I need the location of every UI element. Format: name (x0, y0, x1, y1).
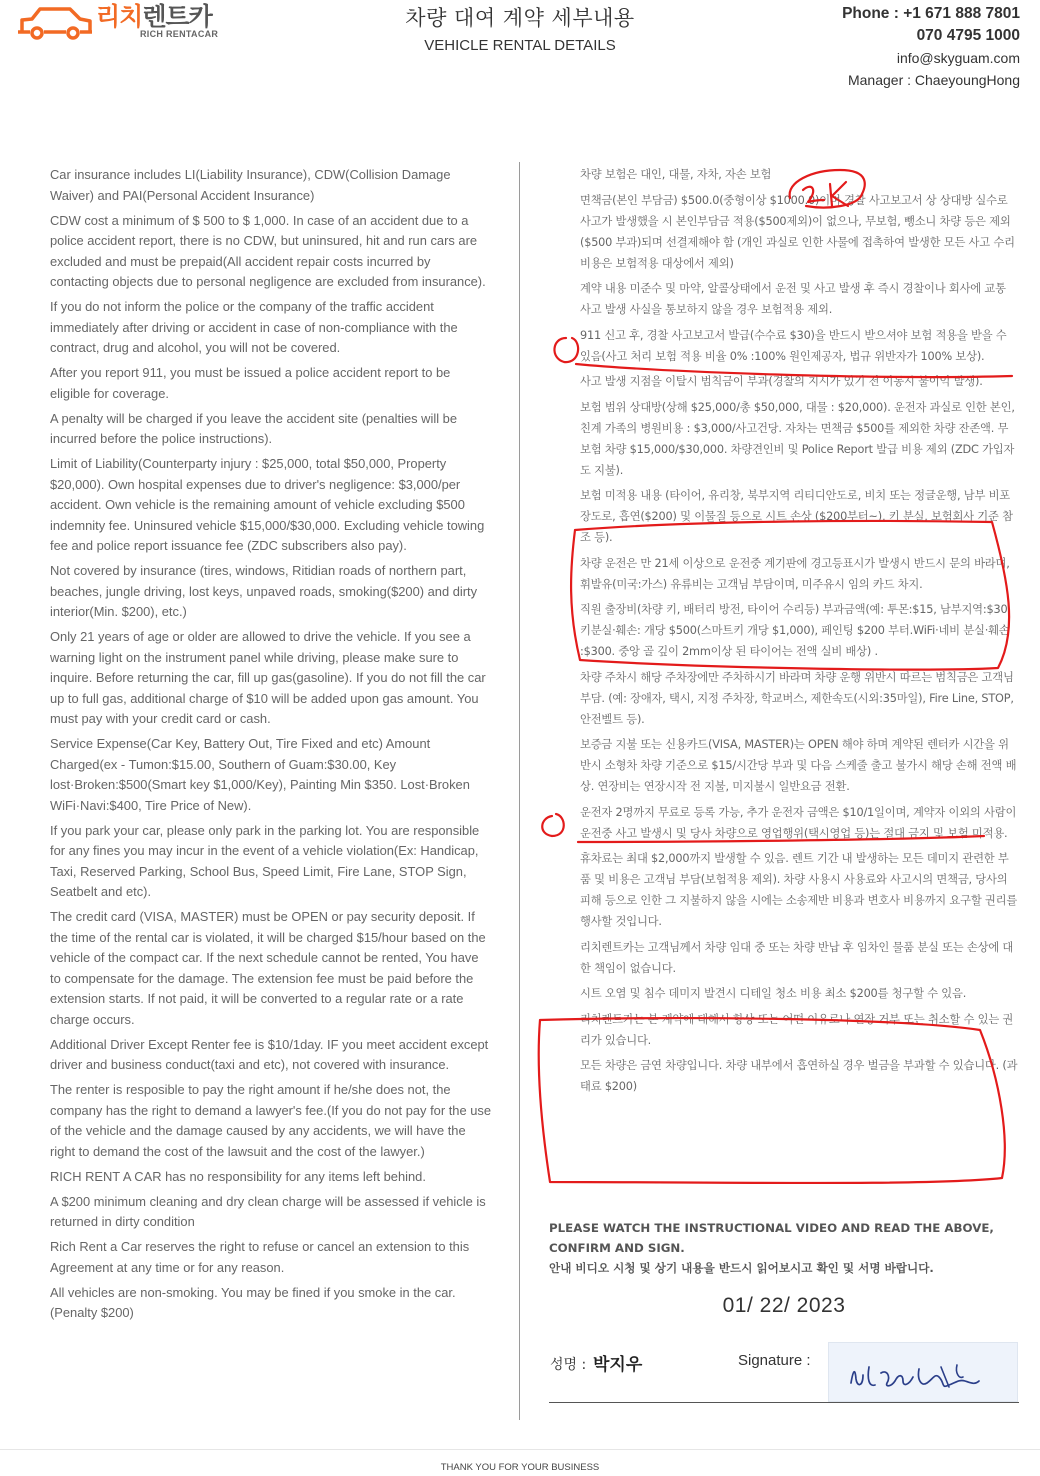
manager-name: Manager : ChaeyoungHong (847, 72, 1020, 88)
confirmation-line-2: CONFIRM AND SIGN. (549, 1241, 685, 1255)
english-term: A $200 minimum cleaning and dry clean charge will be assessed if vehicle is returned in dirty condition (50, 1193, 486, 1229)
korean-term: 리치렌트카는 고객님께서 차량 임대 중 또는 차량 반납 후 임차인 물품 분실 또는 손상에 대한 책임이 없습니다. (580, 940, 1014, 975)
korean-term: 면책금(본인 부담금) $500.0(중형이상 $1000.0)이며 경찰 사고보고서 상 상대방 실수로 사고가 발생했을 시 본인부담금 적용($500제외)이 없으나, 무보험, 뺑소니 차량 등은 제외($500 부과)되며 선결제해야 함 (개인 과실로 인한 사물에 접촉하여 발생한 모든 사고 수리비용은 보험적용 대상에서 제외) (580, 193, 1015, 270)
korean-term: 시트 오염 및 침수 데미지 발견시 디테일 청소 비용 최소 $200를 청구할 수 있음. (580, 987, 967, 1000)
confirmation-line-1: PLEASE WATCH THE INSTRUCTIONAL VIDEO AND READ THE ABOVE, (549, 1221, 994, 1235)
contact-info (842, 3, 1020, 91)
footer-text: THANK YOU FOR YOUR BUSINESS (440, 1462, 600, 1473)
english-term: Additional Driver Except Renter fee is $10/1day. IF you meet accident except driver and business conduct(taxi and etc), not covered with insurance. (50, 1036, 489, 1072)
english-term: A penalty will be charged if you leave the accident site (penalties will be incurred before the police instructions). (50, 410, 458, 446)
signature-underline (549, 1402, 1019, 1403)
english-term: If you do not inform the police or the company of the traffic accident immediately after driving or accident in case of non-compliance with the contract, drug and alcohol, you will not be covered. (50, 299, 458, 355)
korean-term: 911 신고 후, 경찰 사고보고서 발급(수수료 $30)을 반드시 받으셔야 보험 적용을 받을 수 있음(사고 처리 보험 적용 비율 0% :100% 원인제공자, 법규 위반자가 100% 보상). (580, 328, 1007, 363)
confirmation-line-korean: 안내 비디오 시청 및 상기 내용을 반드시 읽어보시고 확인 및 서명 바랍니다. (549, 1261, 934, 1275)
english-terms-column (50, 165, 492, 1328)
handwritten-signature (829, 1343, 1019, 1403)
renter-name: 박지우 (593, 1355, 643, 1375)
english-term: Only 21 years of age or older are allowed to drive the vehicle. If you see a warning light on the instrument panel while driving, please make sure to inquire. Before returning the car, fill up gas(gasoline). If you do not fill the car up to full gas, additional charge of $10 will be added upon gas amount. You must pay with your credit card or cash. (50, 629, 486, 726)
english-term: The renter is resposible to pay the right amount if he/she does not, the company has the right to demand a lawyer's fee.(If you do not pay for the use of the vehicle and the damage caused by any accidents, we will have the right to demand the cost of the lawsuit and the cost of the lawyer.) (50, 1082, 491, 1159)
footer-divider (0, 1449, 1040, 1450)
korean-term: 차량 주차시 해당 주차장에만 주차하시기 바라며 차량 운행 위반시 따르는 범칙금은 고객님 부담. (예: 장애자, 택시, 지정 주차장, 학교버스, 제한속도(시외:35마일), Fire Line, STOP, 안전벨트 등). (580, 670, 1014, 726)
korean-terms-column (580, 164, 1018, 1102)
english-term: Rich Rent a Car reserves the right to refuse or cancel an extension to this Agreement at any time or for any reason. (50, 1239, 470, 1275)
korean-term: 보증금 지불 또는 신용카드(VISA, MASTER)는 OPEN 해야 하며 계약된 렌터카 시간을 위반시 소형차 차량 기준으로 $15/시간당 부과 및 다음 스케줄 출고 불가시 해당 손해 전액 배상. 연장비는 연장시작 전 지불, 미지불시 일반요금 전환. (580, 738, 1017, 793)
korean-term: 모든 차량은 금연 차량입니다. 차량 내부에서 흡연하실 경우 벌금을 부과할 수 있습니다. (과태료 $200) (580, 1059, 1018, 1093)
document-title-english: VEHICLE RENTAL DETAILS (424, 37, 616, 54)
korean-term: 휴차료는 최대 $2,000까지 발생할 수 있음. 렌트 기간 내 발생하는 모든 데미지 관련한 부품 및 비용은 고객님 부담(보험적용 제외). 차량 사용시 사용료와 사고시의 면책금, 당사의 피해 등으로 인한 그 지불하지 않을 시에는 소송제반 비용과 변호사 비용까지 요구할 권리를 행사할 것입니다. (580, 852, 1018, 928)
logo-wordmark: 리치렌트카 (96, 2, 212, 31)
english-term: After you report 911, you must be issued a police accident report to be eligible for coverage. (50, 365, 451, 401)
korean-term: 운전자 2명까지 무료로 등록 가능, 추가 운전자 금액은 $10/1일이며, 계약자 이외의 사람이 운전중 사고 발생시 및 당사 차량으로 영업행위(택시영업 등)는 절대 금지 및 보험 미적용. (580, 805, 1017, 840)
english-term: If you park your car, please only park in the parking lot. You are responsible for any fines you may incur in the event of a vehicle violation(Ex: Handicap, Taxi, Reserved Parking, School Bus, Speed Limit, Fire Lane, STOP Sign, Seatbelt and etc). (50, 822, 480, 899)
english-term: The credit card (VISA, MASTER) must be OPEN or pay security deposit. If the time of the rental car is violated, it will be charged $15/hour based on the vehicle of the compact car. If the next schedule cannot be rented, You have to compensate for the damage. The extension fee must be paid before the extension starts. If not paid, it will be converted to a regular rate or a rate charge occurs. (50, 909, 486, 1027)
annotation-circle-deposit (542, 814, 564, 836)
korean-term: 직원 출장비(차량 키, 배터리 방전, 타이어 수리등) 부과금액(예: 투몬:$15, 남부지역:$30, 키분실·훼손: 개당 $500(스마트키 개당 $1,000), 페인팅 $200 부터.WiFi·네비 분실·훼손 :$300. 중앙 골 깊이 2mm이상 된 타이어는 전액 실비 배상) . (580, 603, 1011, 658)
annotation-circle-911 (554, 338, 578, 362)
confirmation-notice (549, 1218, 1009, 1278)
logo-subtitle: RICH RENTACAR (140, 29, 219, 39)
signature-field[interactable] (828, 1342, 1018, 1402)
signature-label: Signature : (738, 1352, 811, 1369)
english-term: Not covered by insurance (tires, windows, Ritidian roads of northern part, beaches, jungle driving, lost keys, unpaved roads, smoking($200) and dirty interior(Min. $200), etc.) (50, 563, 478, 619)
korean-term: 리치렌트카는 본 계약에 대해서 항상 또는 어떤 이유로나 연장 거부 또는 취소할 수 있는 권리가 있습니다. (580, 1012, 1014, 1047)
name-label: 성명 : (550, 1357, 587, 1373)
korean-term: 계약 내용 미준수 및 마약, 알콜상태에서 운전 및 사고 발생 후 즉시 경찰이나 회사에 교통 사고 발생 사실을 통보하지 않을 경우 보험적용 제외. (580, 282, 1006, 316)
column-divider (519, 162, 520, 1420)
korean-term: 사고 발생 지점을 이탈시 범칙금이 부과(경찰의 지시가 있기 전 이동시 불이익 발생). (580, 375, 983, 388)
phone-number: Phone : +1 671 888 7801 (842, 5, 1020, 22)
korean-term: 보험 미적용 내용 (타이어, 유리창, 북부지역 리티디안도로, 비치 또는 정글운행, 남부 비포장도로, 흡연($200) 및 이물질 등으로 시트 손상 ($200부터~), 키 분실, 보험회사 기준 참조 등). (580, 489, 1013, 544)
english-term: RICH RENT A CAR has no responsibility for any items left behind. (50, 1168, 426, 1184)
car-logo-icon (18, 4, 94, 42)
english-term: Service Expense(Car Key, Battery Out, Tire Fixed and etc) Amount Charged(ex - Tumon:$15.00, Southern of Guam:$30.00, Key lost·Broken:$500(Smart key $1,000/Key), Painting Min $350. Lost·Broken WiFi·Navi:$400, Tire Price of New). (50, 736, 470, 813)
company-logo (18, 2, 228, 42)
contract-date: 01/ 22/ 2023 (722, 1294, 846, 1317)
english-term: All vehicles are non-smoking. You may be fined if you smoke in the car. (Penalty $200) (50, 1284, 456, 1320)
korean-term: 보험 범위 상대방(상해 $25,000/총 $50,000, 대물 : $20,000). 운전자 과실로 인한 본인, 친계 가족의 병원비용 : $3,000/사고건당. 자차는 면책금 $500를 제외한 차량 잔존액. 무보험 차량 $15,000/$30,000. 차량견인비 및 Police Report 발급 비용 제외 (ZDC 가입자도 지불). (580, 400, 1015, 477)
english-term: Car insurance includes LI(Liability Insurance), CDW(Collision Damage Waiver) and PAI(Personal Accident Insurance) (50, 167, 451, 203)
document-title-korean: 차량 대여 계약 세부내용 (405, 6, 635, 30)
phone-number-secondary: 070 4795 1000 (916, 27, 1020, 44)
english-term: Limit of Liability(Counterparty injury : $25,000, total $50,000, Property $20,000). Own hospital expenses due to driver's negligence: $3,000/per accident. Own vehicle is the remaining amount of vehicle excluding $500 indemnity fee. Uninsured vehicle $15,000/$30,000. Excluding vehicle towing fee and police report issuance fee (ZDC subscribers also pay). (50, 456, 485, 553)
english-term: CDW cost a minimum of $ 500 to $ 1,000. In case of an accident due to a police accident report, there is no CDW, but uninsured, hit and run cars are excluded and must be prepaid(All accident repair costs incurred by contacting objects due to personal negligence are excluded from insurance). (50, 212, 486, 289)
korean-term: 차량 운전은 만 21세 이상으로 운전중 계기판에 경고등표시가 발생시 반드시 문의 바라며, 휘발유(미국:가스) 유류비는 고객님 부담이며, 미주유시 임의 카드 차지. (580, 556, 1010, 591)
email-address: info@skyguam.com (896, 50, 1020, 66)
korean-term: 차량 보험은 대인, 대물, 자차, 자손 보험 (580, 168, 772, 181)
